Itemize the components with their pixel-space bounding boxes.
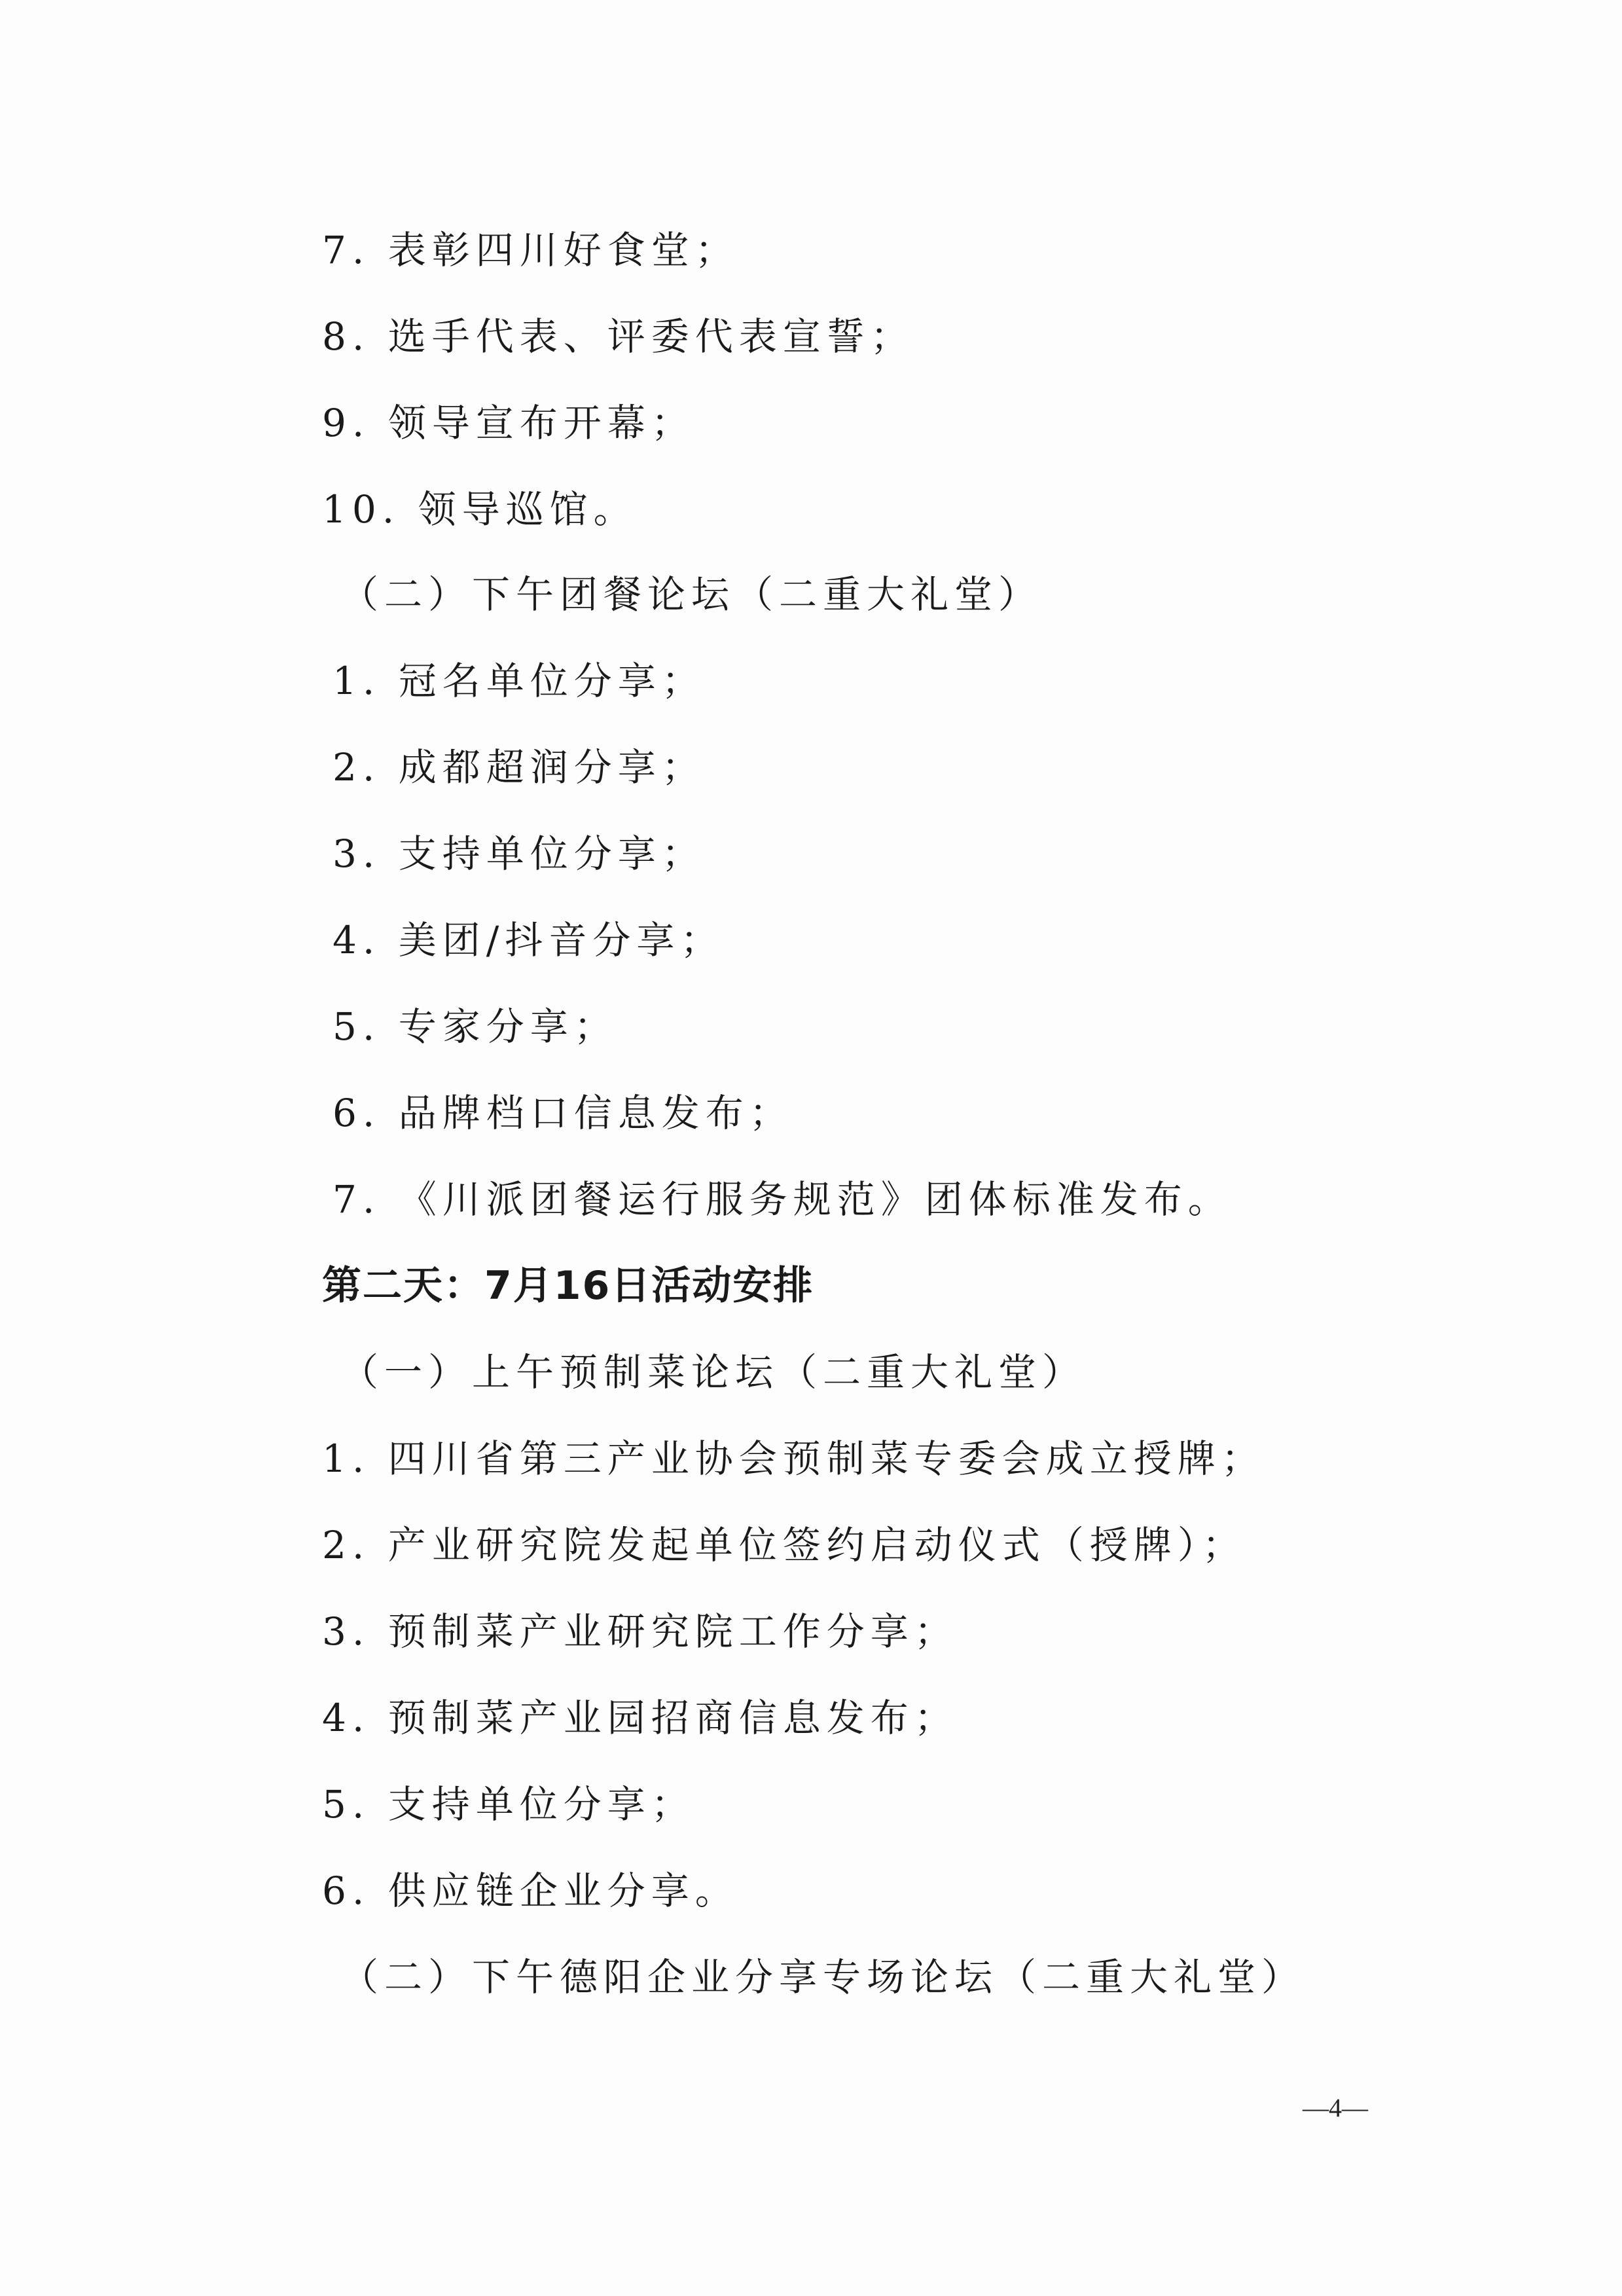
day-heading: 第二天：7月16日活动安排	[322, 1263, 814, 1309]
section-heading: （二）下午团餐论坛（二重大礼堂）	[340, 572, 1043, 617]
list-item: 7. 《川派团餐运行服务规范》团体标准发布。	[333, 1177, 1232, 1222]
section-heading: （二）下午德阳企业分享专场论坛（二重大礼堂）	[340, 1955, 1306, 1999]
list-item: 5. 专家分享；	[333, 1004, 618, 1049]
list-item: 5. 支持单位分享；	[322, 1782, 695, 1827]
list-item: 4. 预制菜产业园招商信息发布；	[322, 1696, 958, 1740]
list-item: 3. 预制菜产业研究院工作分享；	[322, 1609, 958, 1654]
list-item: 1. 四川省第三产业协会预制菜专委会成立授牌；	[322, 1436, 1265, 1481]
list-item: 9. 领导宣布开幕；	[322, 401, 695, 445]
list-item: 2. 产业研究院发起单位签约启动仪式（授牌）；	[322, 1523, 1246, 1567]
list-item: 7. 表彰四川好食堂；	[322, 228, 739, 272]
list-item: 10. 领导巡馆。	[322, 487, 638, 532]
list-item: 8. 选手代表、评委代表宣誓；	[322, 314, 914, 359]
list-item: 4. 美团/抖音分享；	[333, 918, 725, 962]
section-heading: （一）上午预制菜论坛（二重大礼堂）	[340, 1350, 1087, 1394]
list-item: 3. 支持单位分享；	[333, 831, 706, 876]
page-number: —4—	[1303, 2093, 1368, 2123]
list-item: 1. 冠名单位分享；	[333, 659, 706, 703]
list-item: 2. 成都超润分享；	[333, 745, 706, 790]
list-item: 6. 供应链企业分享。	[322, 1868, 739, 1913]
list-item: 6. 品牌档口信息发布；	[333, 1091, 793, 1135]
